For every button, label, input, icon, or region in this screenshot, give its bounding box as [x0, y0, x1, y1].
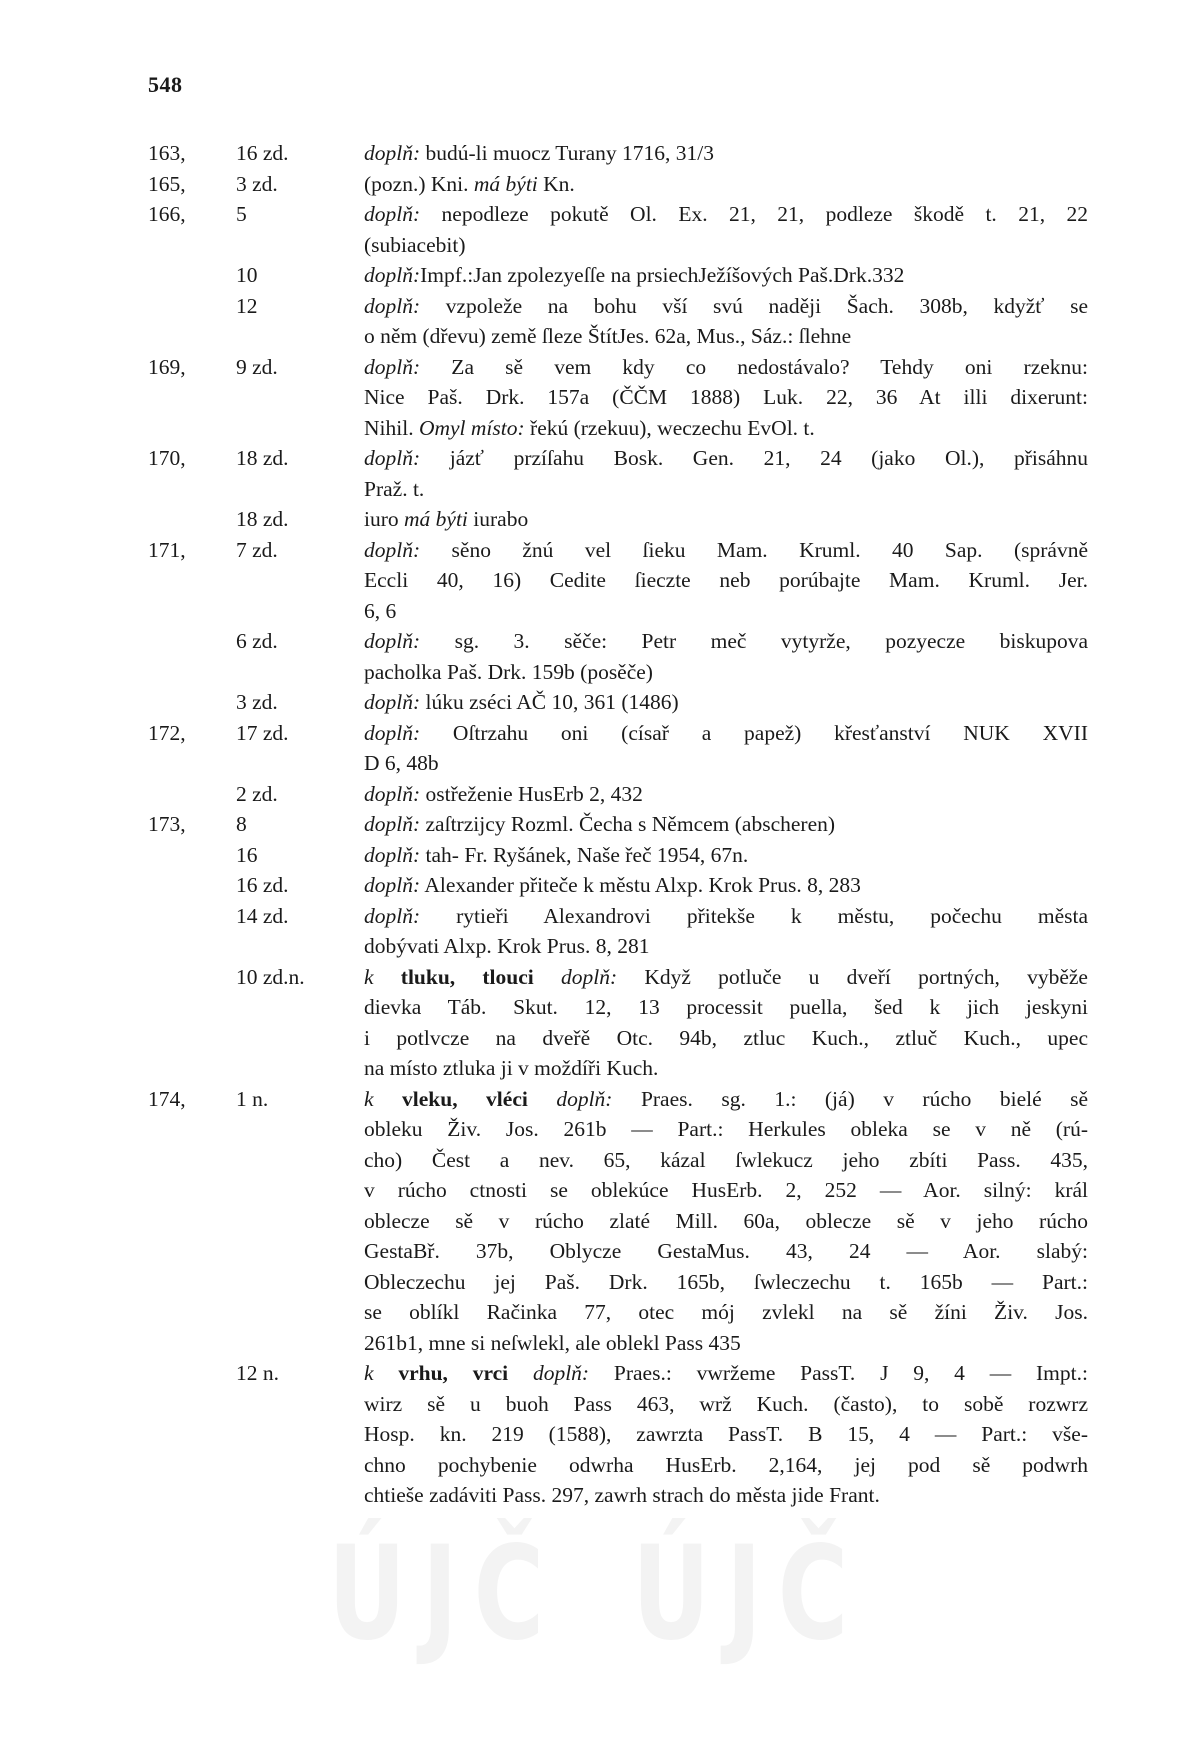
entry-text-line: [364, 352, 1088, 383]
italic-segment: má býti: [404, 507, 468, 531]
entry-text: [364, 535, 1088, 627]
text-segment: (pozn.) Kni.: [364, 171, 474, 196]
entry-row: [148, 138, 1088, 169]
italic-segment: doplň:: [364, 629, 421, 653]
entry-text-line: [364, 138, 1088, 169]
text-segment: Kn.: [537, 171, 575, 196]
italic-segment: doplň:: [364, 781, 421, 806]
entry-text-line: [364, 1175, 1088, 1206]
entry-text-line: [364, 840, 1088, 871]
text-segment: iuro: [364, 507, 405, 531]
entry-line-ref: 8: [236, 812, 247, 836]
entry-text-line: [364, 504, 1088, 535]
italic-segment: doplň:: [364, 202, 421, 226]
text-segment: iurabo: [467, 507, 529, 531]
text-segment: se oblíkl Račinka 77, otec mój zvlekl na sě žíni Živ. Jos.: [364, 1300, 1088, 1324]
text-segment: 6, 6: [364, 598, 397, 623]
entry-text-line: [364, 931, 1088, 962]
text-segment: Obleczechu jej Paš. Drk. 165b, ſwleczechu t. 165b — Part.:: [364, 1269, 1088, 1294]
entry-row: [148, 718, 1088, 779]
bold-headword: vleku, vléci: [373, 1086, 528, 1111]
entry-text: [364, 870, 1088, 901]
entry-text: [364, 352, 1088, 444]
italic-segment: má býti: [473, 171, 538, 196]
text-segment: Hosp. kn. 219 (1588), zawrzta PassT. B 15, 4 — Part.: vše-: [364, 1422, 1088, 1446]
italic-segment: doplň:: [364, 842, 421, 867]
italic-segment: doplň:: [364, 903, 421, 928]
entry-text: [364, 901, 1088, 962]
entry-row: [148, 291, 1088, 352]
entry-text-line: [364, 321, 1088, 352]
italic-segment: k: [364, 1086, 374, 1111]
text-segment: jázť przíſahu Bosk. Gen. 21, 24 (jako Ol.), přisáhnu: [420, 446, 1088, 470]
entry-row: [148, 352, 1088, 444]
text-segment: chno pochybenie odwrha HusErb. 2,164, jej pod sě podwrh: [364, 1452, 1088, 1477]
italic-segment: doplň:: [364, 873, 421, 897]
entry-text-line: [364, 535, 1088, 566]
entry-text-line: [364, 687, 1088, 718]
entry-line-ref: 18 zd.: [236, 446, 289, 470]
entry-row: [148, 626, 1088, 687]
watermark-logo: [328, 1518, 936, 1669]
entry-row: [148, 779, 1088, 810]
italic-segment: doplň:: [364, 446, 421, 470]
italic-segment: doplň:: [364, 263, 421, 287]
entry-text-line: [364, 748, 1088, 779]
entry-text-line: [364, 1236, 1088, 1267]
entry-text-line: [364, 809, 1088, 840]
entry-text-line: [364, 1206, 1088, 1237]
entry-text: [364, 260, 1088, 291]
entry-text-line: [364, 169, 1088, 200]
italic-segment: doplň:: [364, 690, 421, 714]
text-segment: [508, 1361, 533, 1385]
entry-line-ref: 9 zd.: [236, 354, 278, 379]
text-segment: [528, 1087, 556, 1111]
entry-row: [148, 504, 1088, 535]
entry-text: [364, 1084, 1088, 1359]
page-number: 548: [148, 72, 183, 97]
entry-line-ref: 12 n.: [236, 1361, 279, 1385]
entry-row: [148, 962, 1088, 1084]
entry-text-line: [364, 382, 1088, 413]
text-segment: na místo ztluka ji v moždíři Kuch.: [364, 1056, 659, 1080]
text-segment: wirz sě u buoh Pass 463, wrž Kuch. (často), to sobě rozwrz: [364, 1391, 1088, 1416]
entry-text: [364, 138, 1088, 169]
italic-segment: k: [364, 1361, 374, 1385]
entry-row: [148, 199, 1088, 260]
text-segment: i potlvcze na dveřě Otc. 94b, ztluc Kuch., ztluč Kuch., upec: [364, 1025, 1088, 1050]
entry-text-line: [364, 657, 1088, 688]
text-segment: dobývati Alxp. Krok Prus. 8, 281: [364, 934, 650, 958]
entry-text-line: [364, 443, 1088, 474]
text-segment: Impf.:Jan zpolezyeſſe na prsiechJežíšových Paš.Drk.332: [420, 263, 905, 287]
entry-text-line: [364, 1297, 1088, 1328]
entry-page-ref: 166,: [148, 202, 186, 226]
entry-text-line: [364, 870, 1088, 901]
text-segment: řekú (rzekuu), weczechu EvOl. t.: [524, 415, 815, 440]
italic-segment: Omyl místo:: [418, 415, 525, 440]
entry-page-ref: 173,: [148, 812, 186, 836]
text-segment: [534, 965, 561, 989]
entry-row: [148, 1358, 1088, 1511]
text-segment: ostřeženie HusErb 2, 432: [420, 781, 643, 806]
text-segment: sěno žnú vel ſieku Mam. Kruml. 40 Sap. (správně: [420, 537, 1088, 562]
entry-page-ref: 172,: [148, 720, 186, 745]
entry-text-line: [364, 718, 1088, 749]
entry-line-ref: 14 zd.: [236, 903, 289, 928]
italic-segment: doplň:: [364, 293, 421, 318]
italic-segment: doplň:: [364, 537, 421, 562]
entry-row: [148, 169, 1088, 200]
text-segment: zaſtrzijcy Rozml. Čecha s Němcem (abscheren): [420, 812, 836, 836]
entry-page-ref: 169,: [148, 354, 186, 379]
text-segment: Za sě vem kdy co nedostávalo? Tehdy oni rzeknu:: [420, 354, 1088, 379]
entry-row: [148, 870, 1088, 901]
entry-row: [148, 535, 1088, 627]
entry-line-ref: 16: [236, 842, 258, 867]
entry-text: [364, 443, 1088, 504]
text-segment: (subiacebit): [364, 232, 466, 257]
entry-text: [364, 687, 1088, 718]
entry-page-ref: 174,: [148, 1086, 186, 1111]
italic-segment: doplň:: [364, 141, 421, 165]
italic-segment: doplň:: [364, 354, 421, 379]
entry-text-line: [364, 230, 1088, 261]
text-segment: v rúcho ctnosti se oblekúce HusErb. 2, 252 — Aor. silný: král: [364, 1178, 1088, 1202]
entry-line-ref: 16 zd.: [236, 873, 289, 897]
watermark-mark-2: ÚJČ: [632, 1518, 865, 1670]
entry-page-ref: 171,: [148, 537, 186, 562]
entry-text: [364, 504, 1088, 535]
entry-text-line: [364, 260, 1088, 291]
entry-line-ref: 18 zd.: [236, 507, 289, 531]
text-segment: dievka Táb. Skut. 12, 13 processit puella, šed k jich jeskyni: [364, 995, 1088, 1019]
entry-text-line: [364, 962, 1088, 993]
entry-text-line: [364, 1450, 1088, 1481]
entry-text: [364, 962, 1088, 1084]
entry-text-line: [364, 1328, 1088, 1359]
entry-text-line: [364, 1419, 1088, 1450]
text-segment: obleku Živ. Jos. 261b — Part.: Herkules obleka se v ně (rú-: [364, 1117, 1088, 1141]
entry-text: [364, 291, 1088, 352]
entry-line-ref: 3 zd.: [236, 171, 278, 196]
entry-line-ref: 17 zd.: [236, 720, 289, 745]
entry-text: [364, 840, 1088, 871]
entry-text-line: [364, 1389, 1088, 1420]
entry-text-line: [364, 901, 1088, 932]
entry-text: [364, 626, 1088, 687]
entry-line-ref: 6 zd.: [236, 629, 278, 653]
text-segment: budú-li muocz Turany 1716, 31/3: [420, 141, 714, 165]
bold-headword: tluku, tlouci: [373, 964, 534, 989]
entry-text: [364, 199, 1088, 260]
entry-row: [148, 840, 1088, 871]
entry-text-line: [364, 1114, 1088, 1145]
entry-line-ref: 10: [236, 263, 258, 287]
entry-line-ref: 7 zd.: [236, 537, 278, 562]
bold-headword: vrhu, vrci: [373, 1361, 509, 1385]
text-segment: cho) Čest a nev. 65, kázal ſwlekucz jeho zbíti Pass. 435,: [364, 1147, 1088, 1172]
entry-text-line: [364, 291, 1088, 322]
text-segment: o něm (dřevu) země ſleze ŠtítJes. 62a, Mus., Sáz.: ſlehne: [364, 324, 852, 348]
entry-text-line: [364, 1084, 1088, 1115]
entry-row: [148, 809, 1088, 840]
entry-text-line: [364, 565, 1088, 596]
corrigenda-list: [148, 138, 1088, 1511]
entry-text-line: [364, 1480, 1088, 1511]
text-segment: Oſtrzahu oni (císař a papež) křesťanství NUK XVII: [420, 720, 1088, 745]
text-segment: Praes. sg. 1.: (já) v rúcho bielé sě: [612, 1086, 1089, 1111]
entry-text-line: [364, 413, 1088, 444]
italic-segment: k: [364, 964, 374, 989]
entry-row: [148, 443, 1088, 504]
text-segment: nepodleze pokutě Ol. Ex. 21, 21, podleze škodě t. 21, 22: [420, 202, 1088, 226]
entry-text-line: [364, 626, 1088, 657]
entry-text-line: [364, 1053, 1088, 1084]
text-segment: oblecze sě v rúcho zlaté Mill. 60a, oblecze sě v jeho rúcho: [364, 1208, 1088, 1233]
watermark-mark-1: ÚJČ: [328, 1518, 561, 1670]
text-segment: tah- Fr. Ryšánek, Naše řeč 1954, 67n.: [420, 842, 749, 867]
text-segment: Nihil.: [364, 415, 419, 440]
entry-text: [364, 169, 1088, 200]
entry-page-ref: 165,: [148, 171, 186, 196]
entry-line-ref: 2 zd.: [236, 781, 278, 806]
italic-segment: doplň:: [364, 812, 421, 836]
text-segment: Nice Paš. Drk. 157a (ČČM 1888) Luk. 22, 36 At illi dixerunt:: [364, 385, 1088, 409]
italic-segment: doplň:: [364, 720, 421, 745]
entry-text-line: [364, 1145, 1088, 1176]
text-segment: Alexander přiteče k městu Alxp. Krok Prus. 8, 283: [420, 873, 861, 897]
text-segment: GestaBř. 37b, Oblycze GestaMus. 43, 24 — Aor. slabý:: [364, 1239, 1088, 1263]
entry-line-ref: 5: [236, 202, 247, 226]
text-segment: chtieše zadáviti Pass. 297, zawrh strach do města jide Frant.: [364, 1483, 880, 1507]
entry-text-line: [364, 779, 1088, 810]
text-segment: vzpoleže na bohu vší svú naději Šach. 308b, kdyžť se: [420, 293, 1088, 318]
entry-line-ref: 1 n.: [236, 1086, 269, 1111]
entry-text-line: [364, 474, 1088, 505]
entry-line-ref: 12: [236, 293, 258, 318]
entry-page-ref: 163,: [148, 141, 186, 165]
entry-text-line: [364, 1358, 1088, 1389]
text-segment: Praž. t.: [364, 476, 425, 501]
italic-segment: doplň:: [560, 964, 618, 989]
italic-segment: doplň:: [556, 1086, 613, 1111]
entry-text-line: [364, 992, 1088, 1023]
entry-line-ref: 3 zd.: [236, 690, 278, 714]
entry-row: [148, 901, 1088, 962]
text-segment: sg. 3. sěče: Petr meč vytyrže, pozyecze biskupova: [420, 629, 1088, 653]
text-segment: pacholka Paš. Drk. 159b (posěče): [364, 659, 653, 684]
entry-text-line: [364, 1267, 1088, 1298]
text-segment: lúku zséci AČ 10, 361 (1486): [420, 690, 679, 714]
text-segment: D 6, 48b: [364, 751, 439, 775]
italic-segment: doplň:: [532, 1361, 590, 1385]
entry-row: [148, 687, 1088, 718]
entry-text-line: [364, 199, 1088, 230]
entry-text: [364, 779, 1088, 810]
entry-row: [148, 1084, 1088, 1359]
entry-line-ref: 10 zd.n.: [236, 964, 305, 989]
entry-text: [364, 809, 1088, 840]
entry-row: [148, 260, 1088, 291]
entry-text-line: [364, 596, 1088, 627]
text-segment: 261b1, mne si neſwlekl, ale oblekl Pass 435: [364, 1330, 741, 1355]
text-segment: Když potluče u dveří portných, vyběže: [617, 964, 1088, 989]
text-segment: rytieři Alexandrovi přitekše k městu, počechu města: [420, 903, 1088, 928]
text-segment: Eccli 40, 16) Cedite ſieczte neb porúbajte Mam. Kruml. Jer.: [364, 568, 1088, 592]
entry-page-ref: 170,: [148, 446, 186, 470]
entry-text: [364, 1358, 1088, 1511]
text-segment: Praes.: vwržeme PassT. J 9, 4 — Impt.:: [589, 1361, 1088, 1385]
entry-text-line: [364, 1023, 1088, 1054]
entry-text: [364, 718, 1088, 779]
entry-line-ref: 16 zd.: [236, 141, 289, 165]
